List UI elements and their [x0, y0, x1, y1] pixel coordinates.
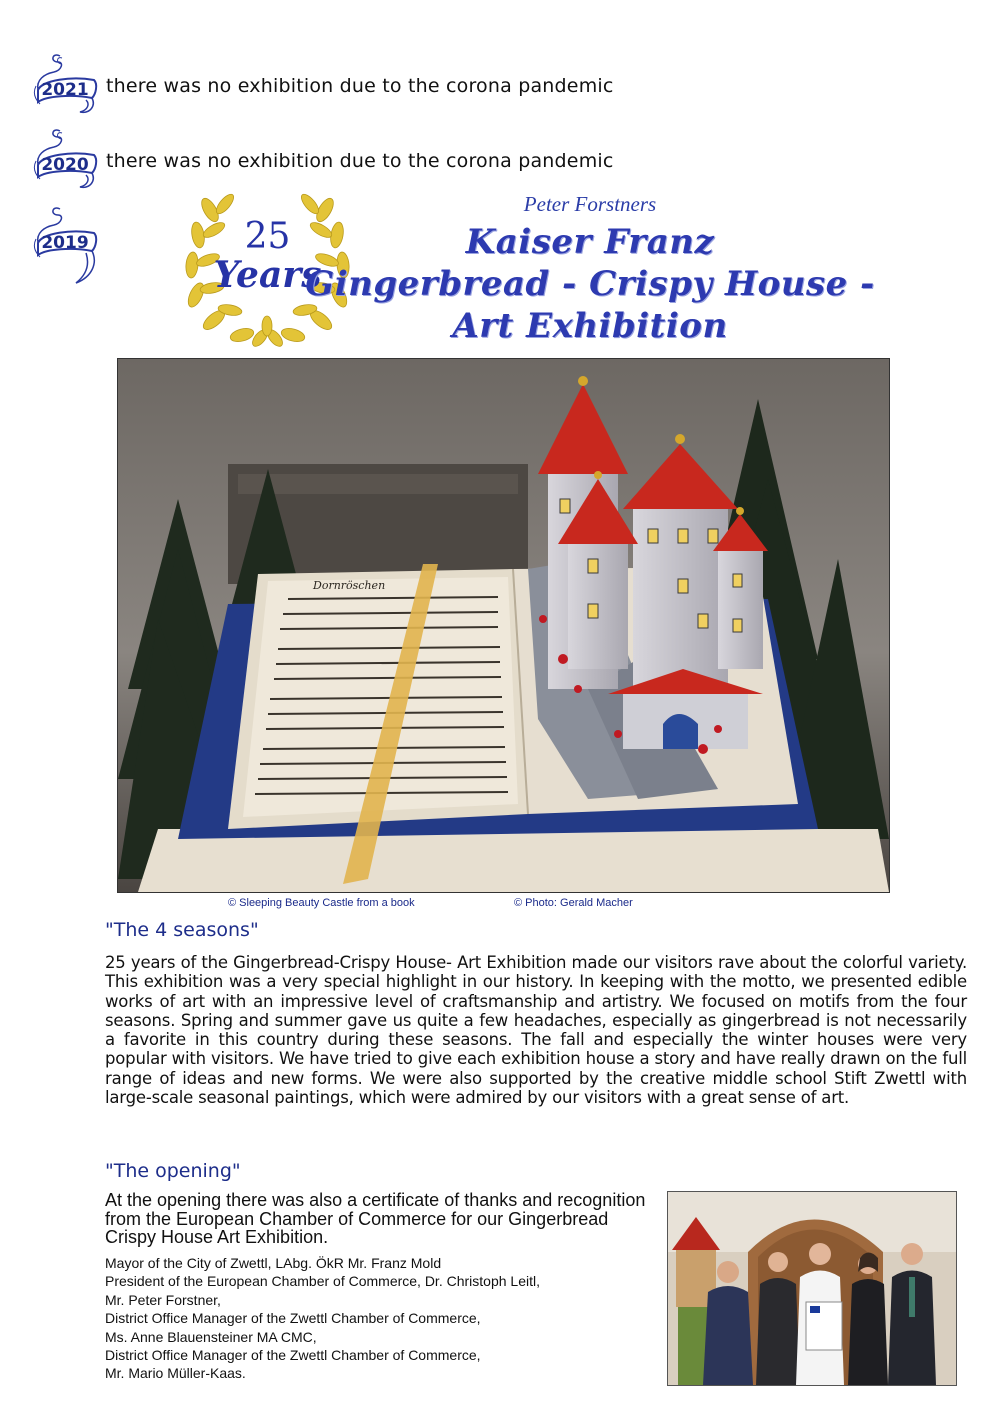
year-label: 2020 [41, 155, 89, 175]
attendee-line: President of the European Chamber of Commerce, Dr. Christoph Leitl, [105, 1273, 540, 1290]
title-line-1: Kaiser Franz [465, 222, 715, 262]
attendee-line: Mr. Peter Forstner, [105, 1291, 221, 1308]
book-title: Dornröschen [313, 579, 386, 592]
title-line-3: Art Exhibition [452, 306, 728, 346]
year-label: 2019 [41, 233, 89, 253]
anniversary-word: Years [213, 254, 322, 296]
year-note-2021: there was no exhibition due to the corona pandemic [106, 75, 614, 97]
attendee-line: District Office Manager of the Zwettl Chamber of Commerce, [105, 1310, 481, 1327]
section-heading-opening: "The opening" [105, 1160, 241, 1182]
byline: Peter Forstners [523, 192, 657, 216]
attendee-line: District Office Manager of the Zwettl Chamber of Commerce, [105, 1347, 481, 1364]
attendee-line: Mayor of the City of Zwettl, LAbg. ÖkR Mr. Franz Mold [105, 1255, 442, 1271]
opening-group-photo [667, 1191, 957, 1386]
main-photo [117, 358, 890, 893]
castle-book-image [118, 359, 889, 892]
year-ribbon-2020 [32, 125, 102, 195]
section-heading-seasons: "The 4 seasons" [105, 919, 259, 941]
attendee-list [105, 1254, 665, 1383]
attendee-line: Ms. Anne Blauensteiner MA CMC, [105, 1328, 317, 1345]
year-ribbon-2019 [32, 203, 102, 273]
anniversary-number: 25 [244, 216, 291, 257]
attendee-line: Mr. Mario Müller-Kaas. [105, 1365, 246, 1382]
photo-caption-left: © Sleeping Beauty Castle from a book [228, 897, 415, 909]
section-body-seasons: 25 years of the Gingerbread-Crispy House- Art Exhibition made our visitors rave about the colorful variety. This exhibition was a very special highlight in our history. In keeping with the motto, we presented edible works of art with an impressive level of craftsmanship and artistry. We focused on motifs from the four seasons. Spring and summer gave us quite a few headaches, especially as gingerbread is not necessarily a favorite in this country during these seasons. The fall and especially the winter houses were very popular with visitors. We have tried to give each exhibition house a story and have really drawn on the full range of ideas and new forms. We were also supported by the creative middle school Stift Zwettl with large-scale seasonal paintings, which were admired by our visitors with a great sense of art. [105, 953, 967, 1108]
photo-caption-right: © Photo: Gerald Macher [514, 897, 633, 909]
opening-lead-text: At the opening there was also a certificate of thanks and recognition from the European Chamber of Commerce for our Gingerbread Crispy House Art Exhibition. [105, 1190, 646, 1247]
year-note-2020: there was no exhibition due to the corona pandemic [106, 150, 614, 172]
year-ribbon-2021 [32, 50, 102, 120]
title-line-2: Gingerbread - Crispy House - [305, 264, 875, 304]
group-photo-image [668, 1192, 956, 1385]
year-label: 2021 [41, 80, 89, 100]
